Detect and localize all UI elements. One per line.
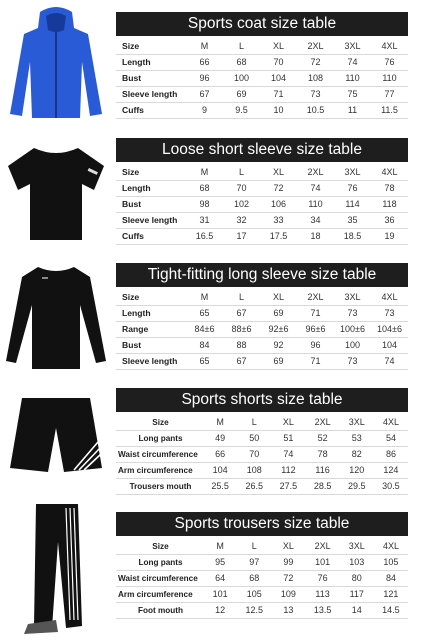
table-cell: 109 <box>280 589 296 599</box>
table-cell: 110 <box>308 199 323 209</box>
table-header-row <box>116 415 408 431</box>
table-header-row <box>116 290 408 306</box>
table-cell: 88 <box>236 340 247 350</box>
table-cell: 14 <box>351 605 362 615</box>
header-cell: 4XL <box>381 167 398 177</box>
table-cell: 19 <box>384 231 395 241</box>
table-cell: 92 <box>273 340 284 350</box>
table-cell: 9.5 <box>235 105 248 115</box>
table-cell: 70 <box>249 449 260 459</box>
table-cell: 70 <box>236 183 247 193</box>
table-row <box>116 71 408 87</box>
table-cell: 104 <box>270 73 287 83</box>
table-row <box>116 431 408 447</box>
table-cell: 95 <box>215 557 226 567</box>
table-row <box>116 555 408 571</box>
row-label: Waist circumference <box>118 574 198 583</box>
table-cell: 68 <box>249 573 260 583</box>
table-cell: 78 <box>384 183 395 193</box>
header-cell: L <box>238 41 244 51</box>
header-cell: 4XL <box>382 417 399 427</box>
table-cell: 35 <box>347 215 358 225</box>
table-cell: 50 <box>249 433 260 443</box>
table-header-row <box>116 539 408 555</box>
table-cell: 120 <box>349 465 365 475</box>
header-cell: 4XL <box>382 541 399 551</box>
table-row <box>116 338 408 354</box>
table-row <box>116 181 408 197</box>
header-cell: XL <box>272 41 284 51</box>
table-cell: 86 <box>385 449 396 459</box>
table-cell: 108 <box>246 465 262 475</box>
table-cell: 84±6 <box>194 324 215 334</box>
table-cell: 96 <box>310 340 321 350</box>
table-row <box>116 479 408 495</box>
table-cell: 66 <box>199 57 210 67</box>
table-cell: 84 <box>385 573 396 583</box>
table-cell: 88±6 <box>231 324 252 334</box>
table-cell: 96 <box>199 73 210 83</box>
table-cell: 9 <box>201 105 207 115</box>
table-cell: 72 <box>273 183 284 193</box>
table-cell: 12 <box>215 605 226 615</box>
table-cell: 70 <box>273 57 284 67</box>
header-cell: XL <box>282 417 294 427</box>
row-label: Sleeve length <box>122 215 178 225</box>
header-cell: M <box>200 167 209 177</box>
table-cell: 74 <box>384 356 395 366</box>
header-cell: 4XL <box>381 292 398 302</box>
table-row <box>116 587 408 603</box>
row-label: Long pants <box>138 434 183 443</box>
row-label: Sleeve length <box>122 89 178 99</box>
table-cell: 92±6 <box>268 324 289 334</box>
table-cell: 26.5 <box>245 481 264 491</box>
table-cell: 34 <box>310 215 321 225</box>
table-cell: 33 <box>273 215 284 225</box>
header-label: Size <box>122 167 140 177</box>
header-cell: 3XL <box>344 167 361 177</box>
header-cell: XL <box>272 167 284 177</box>
table-cell: 110 <box>382 73 397 83</box>
table-cell: 27.5 <box>279 481 298 491</box>
header-label: Size <box>152 542 169 551</box>
table-cell: 69 <box>236 89 247 99</box>
table-cell: 17 <box>236 231 247 241</box>
table-cell: 76 <box>317 573 328 583</box>
table-cell: 68 <box>236 57 247 67</box>
table-cell: 98 <box>199 199 210 209</box>
table-cell: 82 <box>351 449 362 459</box>
table-cell: 65 <box>199 356 210 366</box>
table-row <box>116 447 408 463</box>
table-cell: 28.5 <box>313 481 332 491</box>
table-cell: 114 <box>345 199 360 209</box>
row-label: Length <box>122 57 151 67</box>
table-title: Sports shorts size table <box>116 388 408 412</box>
row-label: Length <box>122 308 151 318</box>
table-cell: 104 <box>212 465 228 475</box>
table-cell: 32 <box>236 215 247 225</box>
table-cell: 84 <box>199 340 210 350</box>
header-cell: 3XL <box>344 41 361 51</box>
row-label: Sleeve length <box>122 356 178 366</box>
header-cell: M <box>200 292 209 302</box>
table-cell: 14.5 <box>382 605 400 615</box>
header-cell: M <box>216 417 224 427</box>
table-title: Tight-fitting long sleeve size table <box>116 263 408 287</box>
header-cell: M <box>216 541 224 551</box>
table-row <box>116 603 408 619</box>
table-title: Sports coat size table <box>116 12 408 36</box>
header-cell: L <box>251 541 257 551</box>
table-cell: 73 <box>347 308 358 318</box>
table-cell: 73 <box>347 356 358 366</box>
table-cell: 97 <box>249 557 260 567</box>
table-cell: 112 <box>281 465 296 475</box>
table-cell: 30.5 <box>382 481 400 491</box>
table-cell: 65 <box>199 308 210 318</box>
header-cell: 3XL <box>348 541 365 551</box>
table-cell: 51 <box>283 433 294 443</box>
header-cell: XL <box>272 292 284 302</box>
table-header-row <box>116 39 408 55</box>
table-cell: 77 <box>384 89 395 99</box>
table-cell: 74 <box>283 449 294 459</box>
table-row <box>116 306 408 322</box>
table-cell: 71 <box>310 308 321 318</box>
table-cell: 13 <box>283 605 294 615</box>
trousers-icon <box>4 502 108 636</box>
shorts-icon <box>4 392 108 474</box>
table-cell: 113 <box>315 589 330 599</box>
table-cell: 69 <box>273 356 284 366</box>
table-row <box>116 197 408 213</box>
table-cell: 29.5 <box>348 481 366 491</box>
header-cell: L <box>251 417 257 427</box>
table-cell: 116 <box>315 465 330 475</box>
table-cell: 80 <box>351 573 362 583</box>
header-cell: 2XL <box>307 41 324 51</box>
row-label: Bust <box>122 199 142 209</box>
long-sleeve-shirt-icon <box>4 261 108 373</box>
table-cell: 105 <box>383 557 399 567</box>
table-cell: 12.5 <box>245 605 264 615</box>
table-cell: 10.5 <box>306 105 325 115</box>
table-cell: 71 <box>273 89 284 99</box>
table-cell: 11 <box>347 105 358 115</box>
table-cell: 72 <box>283 573 294 583</box>
table-cell: 52 <box>317 433 328 443</box>
table-row <box>116 103 408 119</box>
table-cell: 101 <box>315 557 331 567</box>
table-cell: 18 <box>310 231 321 241</box>
table-cell: 108 <box>307 73 324 83</box>
table-cell: 78 <box>317 449 328 459</box>
table-cell: 124 <box>383 465 399 475</box>
table-cell: 76 <box>384 57 395 67</box>
header-cell: L <box>238 292 244 302</box>
table-cell: 104±6 <box>377 324 402 334</box>
table-header-row <box>116 165 408 181</box>
row-label: Foot mouth <box>137 606 183 615</box>
table-cell: 68 <box>199 183 210 193</box>
table-cell: 49 <box>215 433 226 443</box>
table-cell: 99 <box>283 557 294 567</box>
table-cell: 101 <box>212 589 228 599</box>
row-label: Bust <box>122 73 142 83</box>
table-title: Sports trousers size table <box>116 512 408 536</box>
header-label: Size <box>152 418 169 427</box>
table-cell: 73 <box>384 308 395 318</box>
table-cell: 10 <box>273 105 284 115</box>
table-cell: 36 <box>384 215 395 225</box>
table-row <box>116 229 408 245</box>
table-row <box>116 322 408 338</box>
table-cell: 13.5 <box>313 605 332 615</box>
table-row <box>116 571 408 587</box>
hoodie-jacket-icon <box>4 4 108 122</box>
header-cell: 3XL <box>344 292 361 302</box>
table-cell: 66 <box>215 449 226 459</box>
row-label: Cuffs <box>122 231 144 241</box>
table-cell: 67 <box>236 356 247 366</box>
table-cell: 117 <box>349 589 364 599</box>
row-label: Arm circumference <box>118 466 193 475</box>
row-label: Range <box>122 324 149 334</box>
table-cell: 69 <box>273 308 284 318</box>
row-label: Length <box>122 183 151 193</box>
header-cell: M <box>200 41 209 51</box>
table-cell: 105 <box>246 589 262 599</box>
table-cell: 73 <box>310 89 321 99</box>
table-row <box>116 87 408 103</box>
row-label: Long pants <box>138 558 183 567</box>
table-cell: 11.5 <box>381 105 398 115</box>
row-label: Trousers mouth <box>129 482 192 491</box>
table-cell: 74 <box>310 183 321 193</box>
table-cell: 31 <box>199 215 210 225</box>
header-cell: 2XL <box>314 417 331 427</box>
table-row <box>116 463 408 479</box>
table-row <box>116 55 408 71</box>
header-cell: XL <box>282 541 294 551</box>
table-cell: 76 <box>347 183 358 193</box>
header-cell: L <box>238 167 244 177</box>
header-cell: 2XL <box>307 167 324 177</box>
table-cell: 121 <box>383 589 399 599</box>
header-label: Size <box>122 292 140 302</box>
table-cell: 75 <box>347 89 358 99</box>
row-label: Bust <box>122 340 142 350</box>
table-cell: 67 <box>199 89 210 99</box>
table-cell: 18.5 <box>343 231 362 241</box>
row-label: Waist circumference <box>118 450 198 459</box>
table-cell: 110 <box>345 73 360 83</box>
table-row <box>116 354 408 370</box>
table-cell: 67 <box>236 308 247 318</box>
header-cell: 2XL <box>307 292 324 302</box>
table-cell: 72 <box>310 57 321 67</box>
table-cell: 104 <box>381 340 398 350</box>
table-cell: 25.5 <box>211 481 229 491</box>
header-label: Size <box>122 41 140 51</box>
header-cell: 3XL <box>348 417 365 427</box>
table-cell: 64 <box>215 573 226 583</box>
row-label: Arm circumference <box>118 590 193 599</box>
table-cell: 118 <box>382 199 397 209</box>
table-cell: 71 <box>310 356 321 366</box>
header-cell: 2XL <box>314 541 331 551</box>
table-cell: 102 <box>233 199 250 209</box>
tshirt-icon <box>4 140 108 244</box>
table-title: Loose short sleeve size table <box>116 138 408 162</box>
table-cell: 74 <box>347 57 358 67</box>
table-cell: 16.5 <box>195 231 214 241</box>
table-cell: 100±6 <box>340 324 365 334</box>
table-cell: 103 <box>349 557 365 567</box>
table-cell: 17.5 <box>269 231 288 241</box>
header-cell: 4XL <box>381 41 398 51</box>
table-cell: 100 <box>233 73 250 83</box>
row-label: Cuffs <box>122 105 144 115</box>
table-cell: 106 <box>270 199 287 209</box>
table-cell: 96±6 <box>305 324 326 334</box>
table-row <box>116 213 408 229</box>
table-cell: 100 <box>344 340 361 350</box>
table-cell: 54 <box>385 433 396 443</box>
table-cell: 53 <box>351 433 362 443</box>
